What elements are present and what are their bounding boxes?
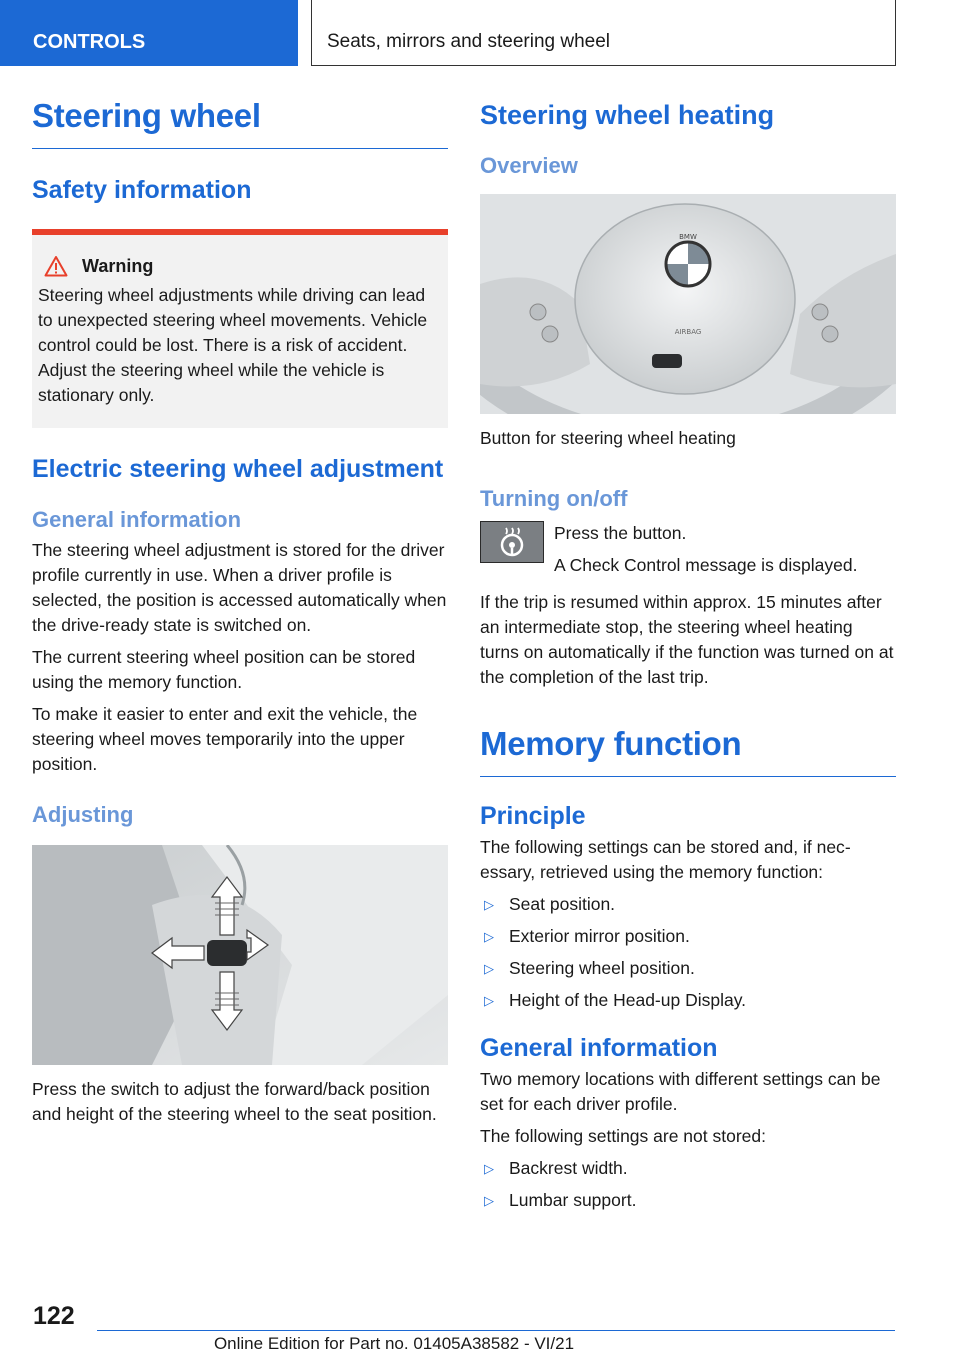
airbag-mark: AIRBAG [674, 328, 702, 336]
turning-paragraph: If the trip is resumed within approx. 15 minutes after an intermediate stop, the steering wheel heating turns on automatically if the function was turned on at the completion of the last trip. [480, 592, 894, 687]
page-header [0, 0, 960, 66]
heading-steering-wheel-heating: Steering wheel heating [480, 100, 775, 130]
list-item: ▷ Steering wheel position. [480, 956, 896, 981]
heading-general-information: General information [32, 507, 242, 532]
overview-caption: Button for steering wheel heating [480, 428, 736, 448]
not-stored-list [480, 1156, 896, 1213]
warning-label: Warning [82, 255, 154, 276]
left-column [32, 96, 448, 1127]
right-column [480, 100, 896, 1220]
warning-box [32, 229, 448, 428]
memory-general-paragraph-2: The following settings are not stored: [480, 1126, 766, 1146]
warning-title [38, 255, 440, 277]
section-tab: CONTROLS [0, 0, 298, 66]
section-title-memory-function: Memory function [480, 724, 896, 777]
heading-adjusting: Adjusting [32, 802, 134, 827]
edition-text: Online Edition for Part no. 01405A38582 - VI/21 [213, 1334, 575, 1353]
bullet-triangle-icon: ▷ [484, 1193, 494, 1208]
list-item: ▷ Seat position. [480, 892, 896, 917]
adjust-switch-picture [32, 845, 448, 1065]
bullet-triangle-icon: ▷ [484, 929, 494, 944]
list-item: ▷ Backrest width. [480, 1156, 896, 1181]
page-footer [0, 1290, 960, 1362]
bullet-triangle-icon: ▷ [484, 897, 494, 912]
footer-divider [97, 1330, 895, 1331]
heating-button[interactable] [480, 521, 544, 563]
heading-overview: Overview [480, 153, 578, 178]
list-item: ▷ Exterior mirror position. [480, 924, 896, 949]
bullet-triangle-icon: ▷ [484, 993, 494, 1008]
turning-step-1: Press the button. [554, 523, 687, 543]
principle-list [480, 892, 896, 1013]
warning-text: Steering wheel adjustments while driving can lead to unexpected steering wheel movements. Vehicle control could be lost. There is a risk of accident. Adjust the steering wheel while the vehicle is stationary only. [38, 285, 428, 405]
bullet-triangle-icon: ▷ [484, 961, 494, 976]
turning-step-2: A Check Control message is displayed. [554, 555, 858, 575]
chapter-title: Seats, mirrors and steering wheel [311, 0, 896, 66]
bmw-mark: BMW [679, 233, 697, 241]
list-item: ▷ Height of the Head-up Display. [480, 988, 896, 1013]
bullet-triangle-icon: ▷ [484, 1161, 494, 1176]
section-title-steering-wheel: Steering wheel [32, 96, 448, 149]
steering-heating-icon [495, 525, 529, 559]
principle-paragraph: The following settings can be stored and, if necessary, retrieved using the memory function: [480, 837, 851, 882]
heading-general-information-memory: General information [480, 1034, 718, 1062]
general-paragraph-3: To make it easier to enter and exit the vehicle, the steering wheel moves temporarily into the upper position. [32, 704, 418, 774]
heading-electric-adjustment: Electric steering wheel adjustment [32, 455, 444, 483]
list-item: ▷ Lumbar support. [480, 1188, 896, 1213]
steering-wheel-picture [480, 194, 896, 414]
general-paragraph-2: The current steering wheel position can be stored using the memory function. [32, 647, 416, 692]
general-paragraph-1: The steering wheel adjustment is stored for the driver profile currently in use. When a driver profile is selected, the position is accessed automatically when the drive-ready state is switched on. [32, 540, 447, 635]
adjusting-switch-illustration [32, 845, 448, 1065]
memory-general-paragraph-1: Two memory locations with different settings can be set for each driver profile. [480, 1069, 881, 1114]
adjusting-caption: Press the switch to adjust the forward/back position and height of the steering wheel to the seat position. [32, 1079, 437, 1124]
page-number: 122 [33, 1302, 75, 1330]
heading-principle: Principle [480, 802, 586, 830]
turning-instruction [480, 521, 896, 578]
steering-wheel-illustration [480, 194, 896, 414]
warning-triangle-icon [44, 255, 68, 277]
heading-safety-information: Safety information [32, 176, 252, 204]
heading-turning-on-off: Turning on/off [480, 486, 628, 511]
